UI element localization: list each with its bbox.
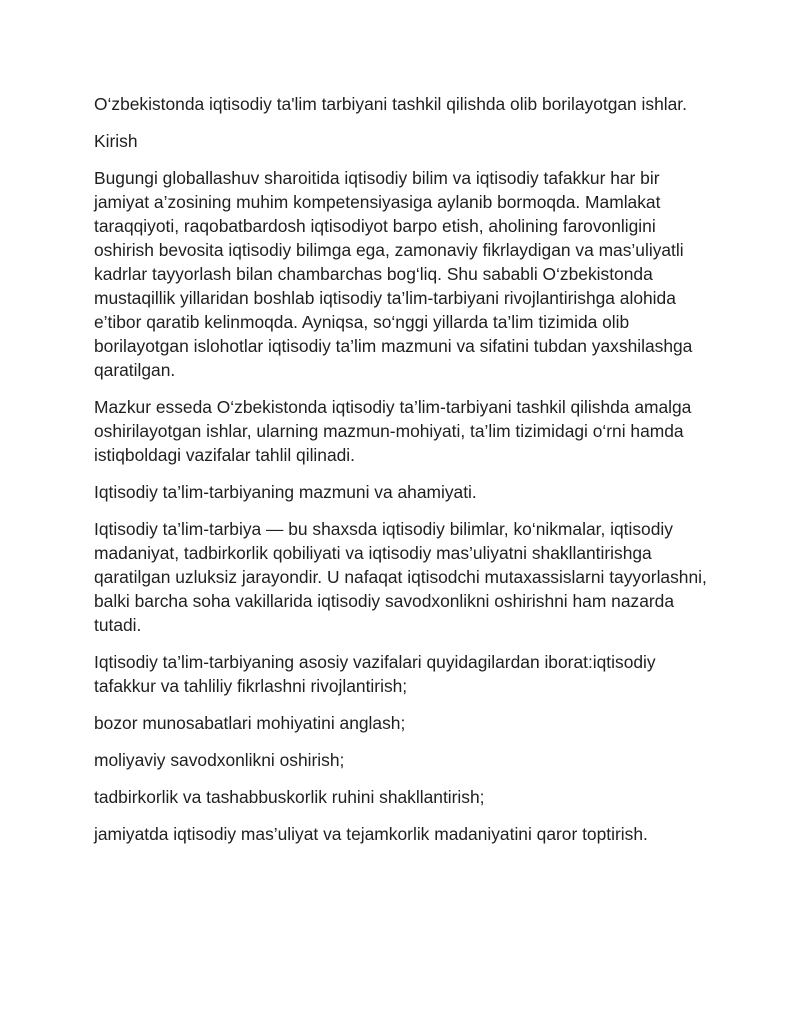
paragraph-4: Iqtisodiy ta’lim-tarbiyaning asosiy vazifalari quyidagilardan iborat:iqtisodiy tafakkur va tahliliy fikrlashni rivojlantirish; — [94, 652, 656, 696]
document-body — [94, 92, 716, 859]
section-heading: Iqtisodiy ta’lim-tarbiyaning mazmuni va ahamiyati. — [94, 482, 477, 502]
intro-heading: Kirish — [94, 131, 138, 151]
list-item: bozor munosabatlari mohiyatini anglash; — [94, 713, 406, 733]
paragraph-1: Bugungi globallashuv sharoitida iqtisodiy bilim va iqtisodiy tafakkur har bir jamiyat a’zosining muhim kompetensiyasiga aylanib bormoqda. Mamlakat taraqqiyoti, raqobatbardosh iqtisodiyot barpo etish, aholining farovonligini oshirish bevosita iqtisodiy bilimga ega, zamonaviy fikrlaydigan va mas’uliyatli kadrlar tayyorlash bilan chambarchas bog‘liq. Shu sababli O‘zbekistonda mustaqillik yillaridan boshlab iqtisodiy ta’lim-tarbiyani rivojlantirishga alohida e’tibor qaratib kelinmoqda. Ayniqsa, so‘nggi yillarda ta’lim tizimida olib borilayotgan islohotlar iqtisodiy ta’lim mazmuni va sifatini tubdan yaxshilashga qaratilgan. — [94, 168, 693, 380]
paragraph-2: Mazkur esseda O‘zbekistonda iqtisodiy ta’lim-tarbiyani tashkil qilishda amalga oshirilayotgan ishlar, ularning mazmun-mohiyati, ta’lim tizimidagi o‘rni hamda istiqboldagi vazifalar tahlil qilinadi. — [94, 397, 692, 465]
paragraph-3: Iqtisodiy ta’lim-tarbiya — bu shaxsda iqtisodiy bilimlar, ko‘nikmalar, iqtisodiy madaniyat, tadbirkorlik qobiliyati va iqtisodiy mas’uliyatni shakllantirishga qaratilgan uzluksiz jarayondir. U nafaqat iqtisodchi mutaxassislarni tayyorlashni, balki barcha soha vakillarida iqtisodiy savodxonlikni oshirishni ham nazarda tutadi. — [94, 519, 707, 635]
list-item: moliyaviy savodxonlikni oshirish; — [94, 750, 345, 770]
document-title: O‘zbekistonda iqtisodiy ta'lim tarbiyani tashkil qilishda olib borilayotgan ishlar. — [94, 94, 687, 114]
list-item: jamiyatda iqtisodiy mas’uliyat va tejamkorlik madaniyatini qaror toptirish. — [94, 824, 648, 844]
list-item: tadbirkorlik va tashabbuskorlik ruhini shakllantirish; — [94, 787, 485, 807]
